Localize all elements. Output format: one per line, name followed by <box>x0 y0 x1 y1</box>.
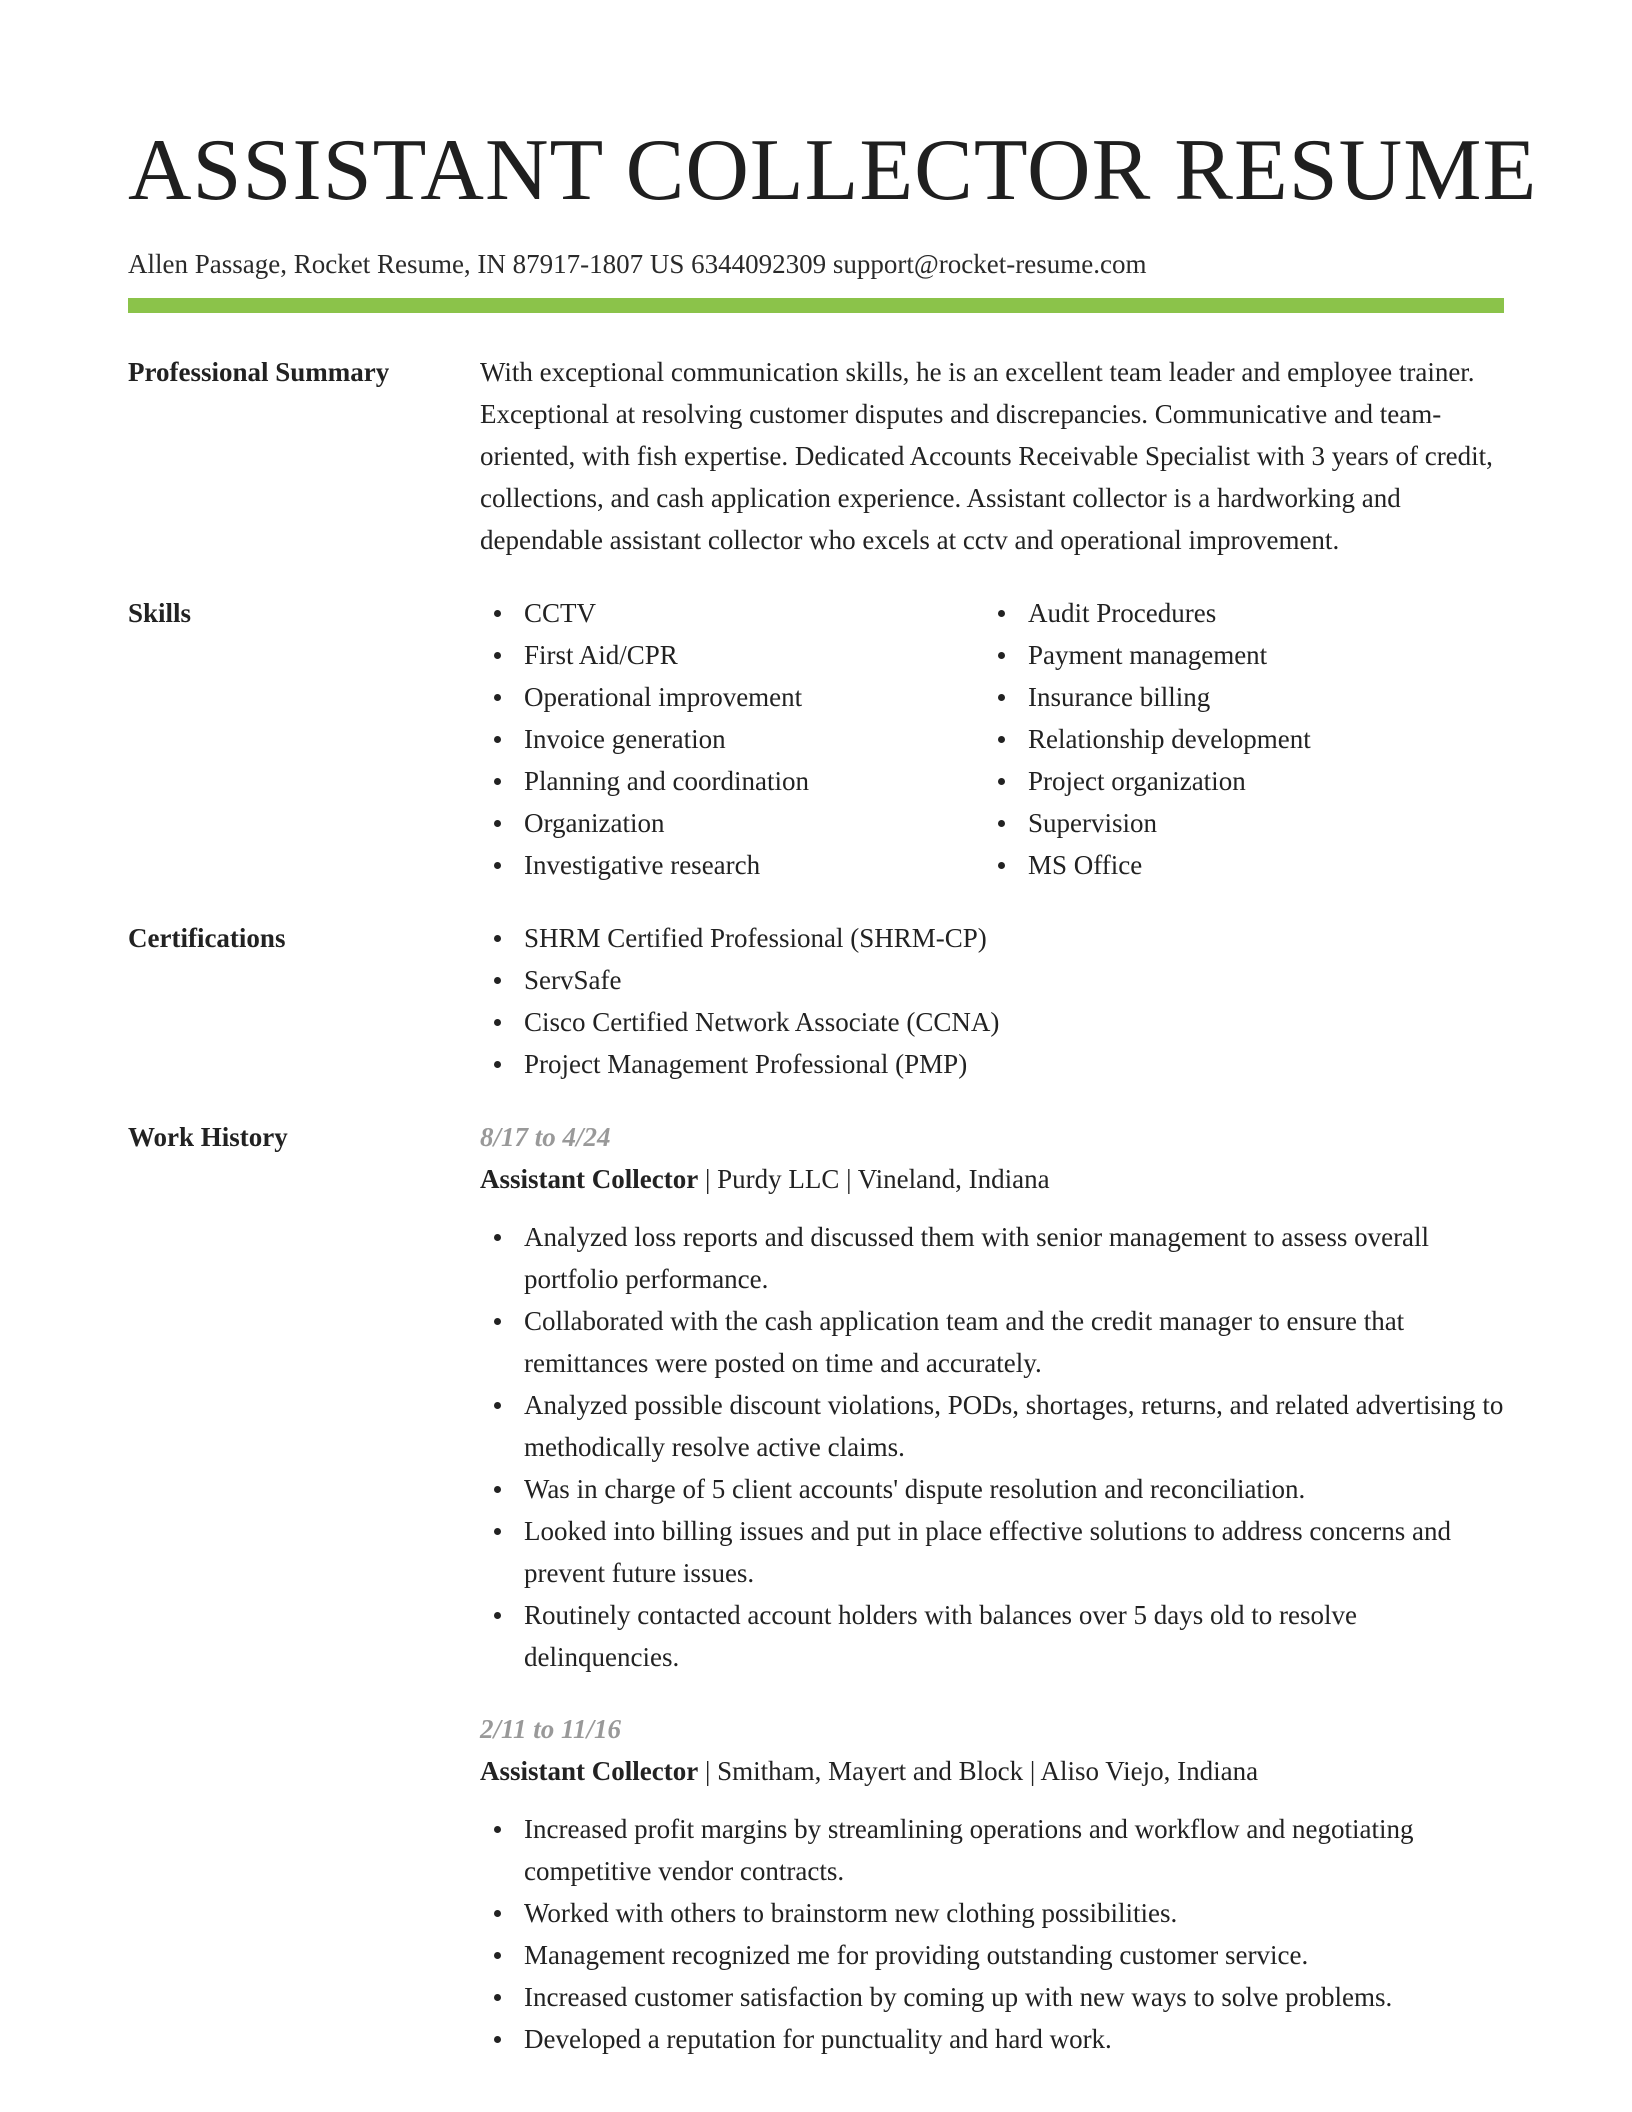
skills-column-left <box>480 592 984 886</box>
skills-grid <box>480 592 1504 886</box>
skill-item: First Aid/CPR <box>480 634 984 676</box>
skill-item: Project organization <box>984 760 1488 802</box>
skill-item: Audit Procedures <box>984 592 1488 634</box>
skill-item: Organization <box>480 802 984 844</box>
job-bullet: Worked with others to brainstorm new clothing possibilities. <box>480 1892 1504 1934</box>
certifications-body <box>480 917 1504 1085</box>
job-heading <box>480 1750 1504 1792</box>
job-bullet: Analyzed possible discount violations, PODs, shortages, returns, and related advertising to methodically resolve active claims. <box>480 1384 1504 1468</box>
accent-divider <box>128 298 1504 313</box>
job-bullet: Routinely contacted account holders with balances over 5 days old to resolve delinquencies. <box>480 1594 1504 1678</box>
skill-item: MS Office <box>984 844 1488 886</box>
job-dates: 2/11 to 11/16 <box>480 1714 622 1744</box>
summary-section <box>128 351 1504 561</box>
contact-line: Allen Passage, Rocket Resume, IN 87917-1807 US 6344092309 support@rocket-resume.com <box>128 249 1147 279</box>
skills-body <box>480 592 1504 886</box>
certifications-section <box>128 917 1504 1085</box>
resume-page <box>128 118 1538 2060</box>
skill-item: Invoice generation <box>480 718 984 760</box>
job-bullets <box>480 1216 1504 1678</box>
certification-item: ServSafe <box>480 959 1504 1001</box>
summary-body <box>480 351 1504 561</box>
job-role: Assistant Collector <box>480 1756 699 1786</box>
job-details: | Smitham, Mayert and Block | Aliso Viejo, Indiana <box>698 1756 1259 1786</box>
certifications-list <box>480 917 1504 1085</box>
certification-item: Cisco Certified Network Associate (CCNA) <box>480 1001 1504 1043</box>
skills-section <box>128 592 1504 886</box>
job-bullet: Was in charge of 5 client accounts' dispute resolution and reconciliation. <box>480 1468 1504 1510</box>
job-role: Assistant Collector <box>480 1164 699 1194</box>
certification-item: SHRM Certified Professional (SHRM-CP) <box>480 917 1504 959</box>
skill-item: Supervision <box>984 802 1488 844</box>
job-entry <box>480 1708 1504 2060</box>
certification-item: Project Management Professional (PMP) <box>480 1043 1504 1085</box>
job-bullet: Developed a reputation for punctuality and hard work. <box>480 2018 1504 2060</box>
job-bullet: Collaborated with the cash application team and the credit manager to ensure that remittances were posted on time and accurately. <box>480 1300 1504 1384</box>
skill-item: Operational improvement <box>480 676 984 718</box>
work-history-label: Work History <box>128 1122 288 1152</box>
skill-item: Payment management <box>984 634 1488 676</box>
skills-label: Skills <box>128 598 192 628</box>
job-bullet: Analyzed loss reports and discussed them with senior management to assess overall portfolio performance. <box>480 1216 1504 1300</box>
job-details: | Purdy LLC | Vineland, Indiana <box>698 1164 1050 1194</box>
job-bullets <box>480 1808 1504 2060</box>
job-dates: 8/17 to 4/24 <box>480 1122 611 1152</box>
job-entry <box>480 1116 1504 1678</box>
summary-text: With exceptional communication skills, he is an excellent team leader and employee trainer. Exceptional at resolving customer disputes and discrepancies. Communicative and team-oriented, with fish expertise. Dedicated Accounts Receivable Specialist with 3 years of credit, collections, and cash application experience. Assistant collector is a hardworking and dependable assistant collector who excels at cctv and operational improvement. <box>480 357 1493 555</box>
skill-item: CCTV <box>480 592 984 634</box>
skill-item: Relationship development <box>984 718 1488 760</box>
job-bullet: Looked into billing issues and put in place effective solutions to address concerns and prevent future issues. <box>480 1510 1504 1594</box>
resume-title: ASSISTANT COLLECTOR RESUME <box>128 122 1538 219</box>
job-bullet: Increased customer satisfaction by coming up with new ways to solve problems. <box>480 1976 1504 2018</box>
work-history-section <box>128 1116 1504 2060</box>
skill-item: Investigative research <box>480 844 984 886</box>
summary-label: Professional Summary <box>128 357 390 387</box>
certifications-label: Certifications <box>128 923 286 953</box>
skill-item: Insurance billing <box>984 676 1488 718</box>
job-heading <box>480 1158 1504 1200</box>
job-bullet: Management recognized me for providing outstanding customer service. <box>480 1934 1504 1976</box>
skill-item: Planning and coordination <box>480 760 984 802</box>
work-history-body <box>480 1116 1504 2060</box>
job-bullet: Increased profit margins by streamlining operations and workflow and negotiating competitive vendor contracts. <box>480 1808 1504 1892</box>
skills-column-right <box>984 592 1488 886</box>
